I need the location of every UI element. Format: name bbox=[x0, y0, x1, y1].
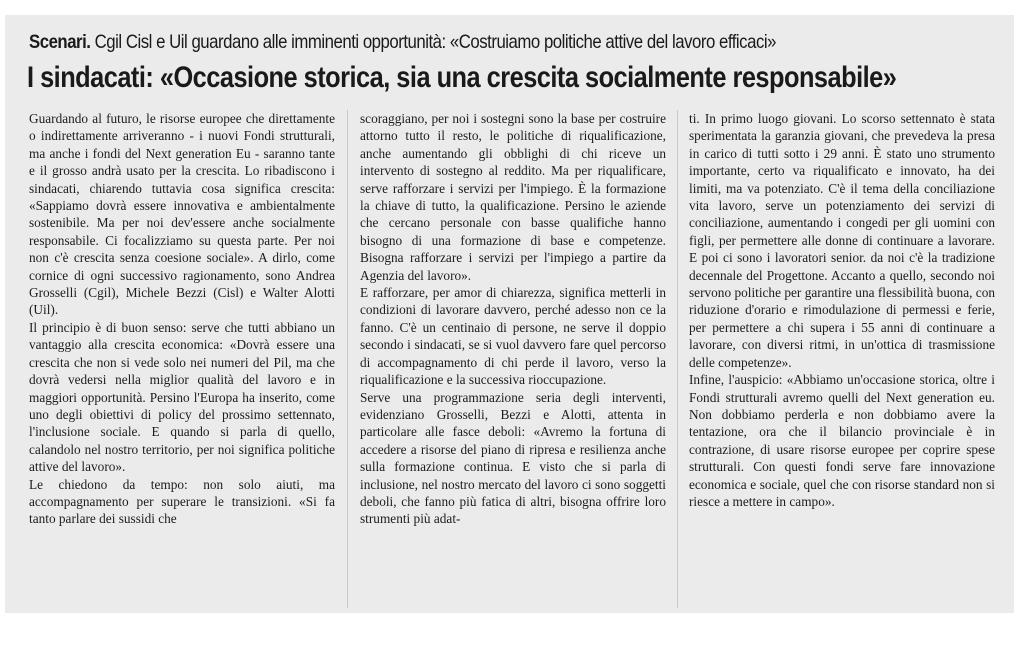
newspaper-clipping bbox=[5, 15, 1014, 613]
column-divider bbox=[677, 110, 678, 608]
kicker-lead: Scenari. bbox=[29, 31, 91, 53]
text-column-2 bbox=[360, 110, 666, 610]
paragraph: Guardando al futuro, le risorse europee che direttamente o indirettamente arriveranno - i nuovi Fondi strutturali, ma anche i fondi del Next generation Eu - saranno tante e il grosso andrà usato per la crescita. Lo ribadiscono i sindacati, chiarendo tuttavia cosa significa crescita: «Sappiamo dovrà essere innovativa e ambientalmente sostenibile. Ma per noi dev'essere anche socialmente responsabile. Ci focalizziamo su questa parte. Per noi non c'è crescita senza coesione sociale». A dirlo, come cornice di ogni successivo ragionamento, sono Andrea Grosselli (Cgil), Michele Bezzi (Cisl) e Walter Alotti (Uil). bbox=[29, 111, 335, 318]
paragraph: Il principio è di buon senso: serve che tutti abbiano un vantaggio alla crescita economica: «Dovrà essere una crescita che non si vede solo nei numeri del Pil, ma che dovrà vedersi nella miglior qualità del lavoro e in maggiori opportunità. Persino l'Europa ha inserito, come uno degli obiettivi di policy del prossimo settennato, l'inclusione sociale. E quando si parla di quello, calandolo nel nostro territorio, per noi significa politiche attive del lavoro». bbox=[29, 319, 335, 475]
paragraph: Serve una programmazione seria degli interventi, evidenziano Grosselli, Bezzi e Alotti, attenta in particolare alle fasce deboli: «Avremo la fortuna di accedere a risorse del piano di ripresa e resilienza anche sulla formazione continua. E visto che si parla di inclusione, nel nostro mercato del lavoro ci sono soggetti deboli, che fanno più fatica di altri, bisogna offrire loro strumenti più adat- bbox=[360, 389, 666, 527]
article-kicker bbox=[29, 29, 868, 55]
column-divider bbox=[347, 110, 348, 608]
text-column-3 bbox=[689, 110, 995, 610]
article-body bbox=[29, 110, 999, 610]
paragraph: E rafforzare, per amor di chiarezza, significa metterli in condizioni di lavorare davvero, perché adesso non ce la fanno. C'è un centinaio di persone, ne serve il doppio secondo i sindacati, se si vuol davvero fare quel percorso di accompagnamento di chi perde il lavoro, verso la riqualificazione e la successiva rioccupazione. bbox=[360, 285, 666, 388]
paragraph: ti. In primo luogo giovani. Lo scorso settennato è stata sperimentata la garanzia giovani, che prevedeva la presa in carico di tutti sotto i 29 anni. È stato uno strumento importante, certo va riqualificato e innovato, ha dei limiti, ma va potenziato. C'è il tema della conciliazione vita lavoro, serve un potenziamento dei servizi di conciliazione, aumentando i congedi per gli uomini con figli, per permettere alle donne di continuare a lavorare. E poi ci sono i lavoratori senior. da noi c'è la tradizione decennale del Progettone. Accanto a quello, secondo noi servono politiche per garantire una flessibilità buona, con riduzione d'orario e rimodulazione di permessi e ferie, per permettere a chi supera i 55 anni di continuare a lavorare, con diversi ritmi, in un'ottica di trasmissione delle competenze». bbox=[689, 111, 995, 370]
text-column-1 bbox=[29, 110, 335, 610]
article-headline: I sindacati: «Occasione storica, sia una crescita socialmente responsabile» bbox=[27, 61, 897, 94]
paragraph: Infine, l'auspicio: «Abbiamo un'occasione storica, oltre i Fondi strutturali avremo quelli del Next generation eu. Non dobbiamo perderla e non dobbiamo avere la tentazione, ora che il bilancio provinciale è in contrazione, di usare risorse europee per coprire spese strutturali. Con questi fondi serve fare innovazione economica e sociale, quel che con risorse standard non si riesce a mettere in campo». bbox=[689, 372, 995, 509]
paragraph: scoraggiano, per noi i sostegni sono la base per costruire attorno tutto il resto, le politiche di riqualificazione, anche aumentando gli obblighi di chi riceve un intervento di sostegno al reddito. Ma per riqualificare, serve rafforzare i servizi per l'impiego. È la formazione la chiave di tutto, la qualificazione. Persino le aziende che cercano personale con basse qualifiche hanno bisogno di una formazione di base e competenze. Bisogna rafforzare i servizi per l'impiego a partire da Agenzia del lavoro». bbox=[360, 111, 666, 283]
kicker-text: Cgil Cisl e Uil guardano alle imminenti opportunità: «Costruiamo politiche attive del lavoro efficaci» bbox=[90, 31, 776, 53]
paragraph: Le chiedono da tempo: non solo aiuti, ma accompagnamento per superare le transizioni. «Si fa tanto parlare dei sussidi che bbox=[29, 476, 335, 527]
